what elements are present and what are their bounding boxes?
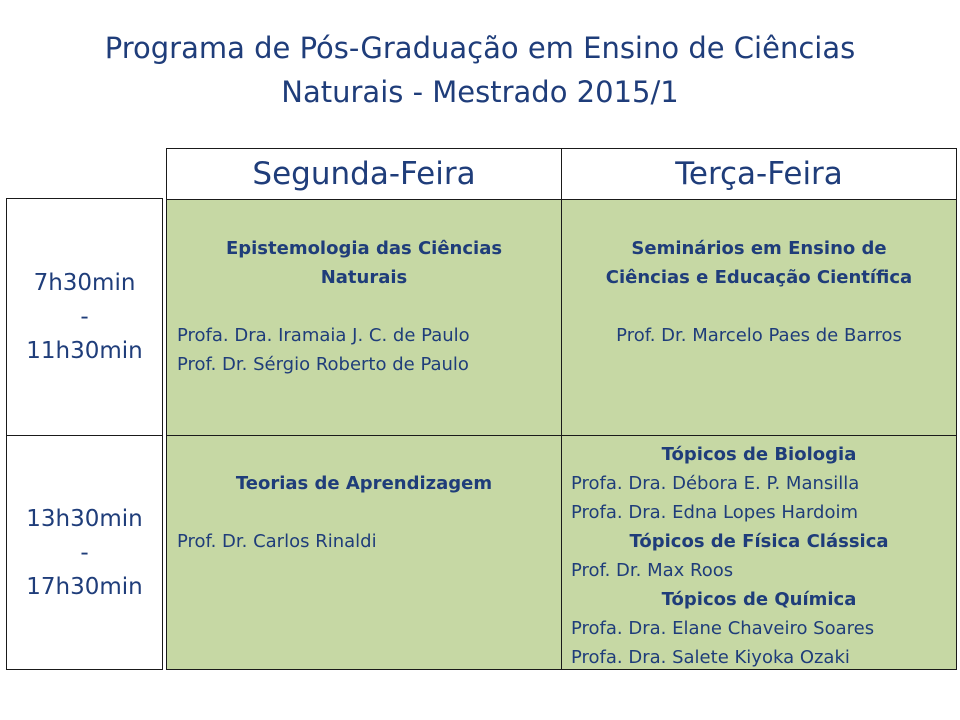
title-line-2: Naturais - Mestrado 2015/1 [281,75,679,109]
professor-name: Prof. Dr. Carlos Rinaldi [177,531,377,552]
column-header-tuesday [561,148,957,200]
page-title [0,26,960,114]
time-separator: - [80,539,89,566]
course-title [562,234,956,292]
time-slot-morning [6,198,163,436]
time-slot-afternoon [6,435,163,670]
course-title: Tópicos de Física Clássica [629,531,889,552]
professor-name: Profa. Dra. Iramaia J. C. de Paulo [177,325,470,346]
time-start: 7h30min [33,270,136,296]
course-title-line: Naturais [320,267,408,288]
professor-list [562,321,956,350]
course-title-line: Epistemologia das Ciências [225,238,503,259]
professor-list [177,321,557,379]
cell-tuesday-afternoon [561,435,957,670]
course-title [167,234,561,292]
course-title: Teorias de Aprendizagem [235,473,493,494]
time-end: 17h30min [26,573,143,600]
course-title: Tópicos de Biologia [661,444,857,465]
column-header-tuesday-label: Terça-Feira [675,156,843,192]
professor-name: Profa. Dra. Débora E. P. Mansilla [571,473,860,494]
professor-name: Prof. Dr. Sérgio Roberto de Paulo [177,354,469,375]
column-header-monday-label: Segunda-Feira [252,156,476,192]
course-list [562,440,956,672]
cell-monday-afternoon [166,435,562,670]
professor-name: Profa. Dra. Elane Chaveiro Soares [571,618,875,639]
cell-tuesday-morning [561,199,957,436]
course-title: Tópicos de Química [661,589,857,610]
time-start: 13h30min [26,505,143,532]
professor-name: Prof. Dr. Max Roos [571,560,734,581]
title-line-1: Programa de Pós-Graduação em Ensino de Ciências [104,31,856,65]
professor-name: Prof. Dr. Marcelo Paes de Barros [616,325,902,346]
professor-name: Profa. Dra. Salete Kiyoka Ozaki [571,647,850,668]
time-separator: - [80,304,89,330]
cell-monday-morning [166,199,562,436]
professor-name: Profa. Dra. Edna Lopes Hardoim [571,502,859,523]
column-header-monday [166,148,562,200]
time-end: 11h30min [26,338,143,364]
course-title-line: Ciências e Educação Científica [605,267,913,288]
course-title-line: Seminários em Ensino de [631,238,887,259]
